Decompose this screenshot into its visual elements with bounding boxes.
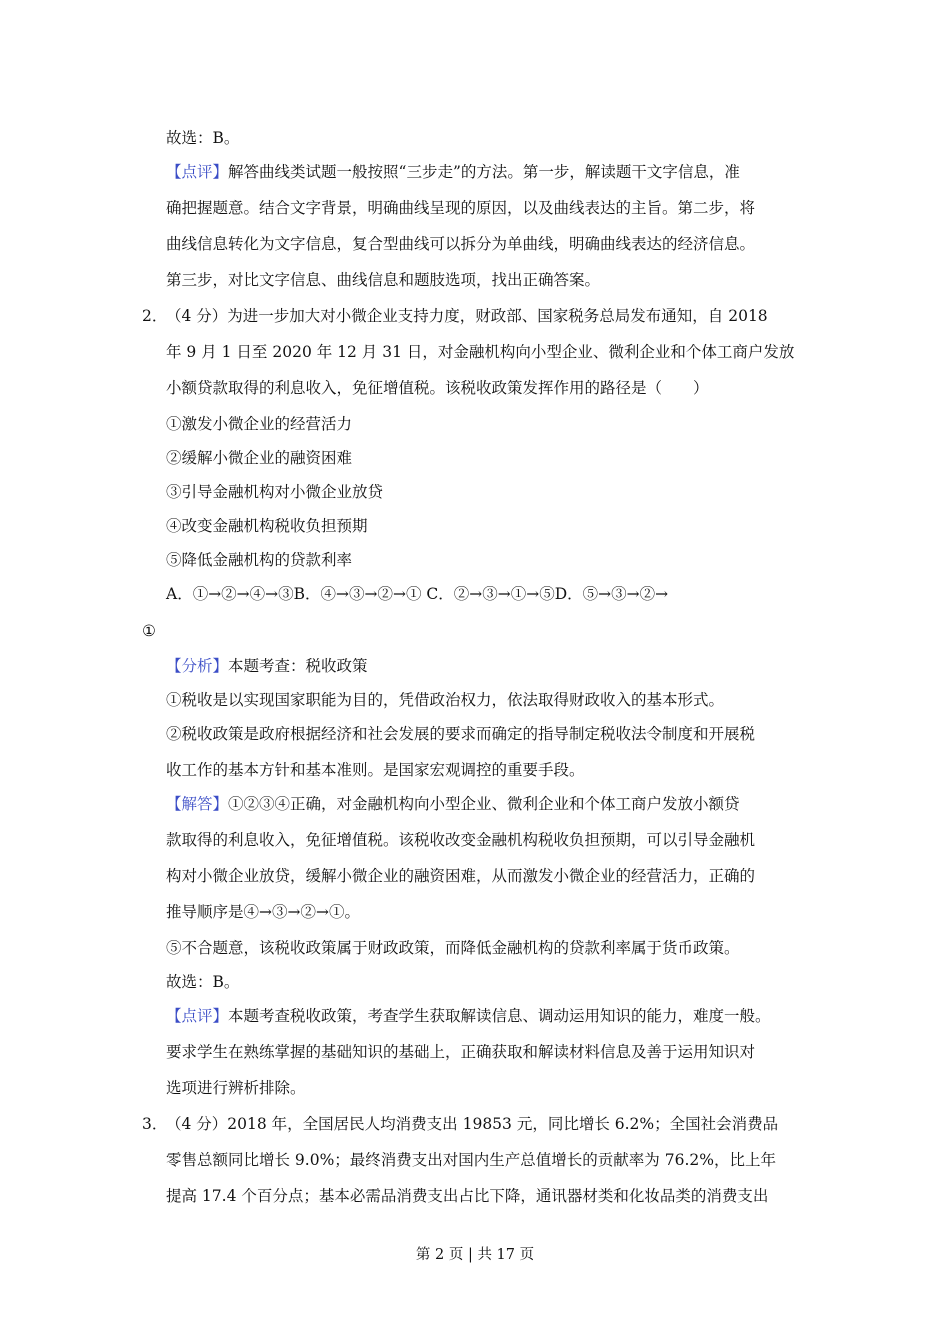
q2-number: 2． [142, 307, 168, 325]
q2-stem-line-3: 小额贷款取得的利息收入，免征增值税。该税收政策发挥作用的路径是（ ） [166, 379, 709, 397]
q2-item-3: ③引导金融机构对小微企业放贷 [166, 483, 384, 501]
q1-answer: 故选：B。 [166, 129, 240, 147]
q2-analysis-line-4: 收工作的基本方针和基本准则。是国家宏观调控的重要手段。 [166, 761, 585, 779]
q2-solution-line-1 [166, 793, 740, 815]
q2-analysis-line-1 [166, 655, 368, 677]
q2-solution-line-5: ⑤不合题意，该税收政策属于财政政策，而降低金融机构的贷款利率属于货币政策。 [166, 939, 740, 957]
q2-item-2: ②缓解小微企业的融资困难 [166, 449, 353, 467]
analysis-tag: 【分析】 [166, 657, 229, 675]
q2-analysis-line-2: ①税收是以实现国家职能为目的，凭借政治权力，依法取得财政收入的基本形式。 [166, 691, 725, 709]
q2-options-line-2: ① [142, 622, 156, 640]
solution-tag: 【解答】 [166, 795, 229, 813]
q2-item-4: ④改变金融机构税收负担预期 [166, 517, 368, 535]
q3-stem-line-2: 零售总额同比增长 9.0%；最终消费支出对国内生产总值增长的贡献率为 76.2%，比上年 [166, 1151, 776, 1169]
review-tag: 【点评】 [166, 1007, 229, 1025]
q1-review-line-3: 曲线信息转化为文字信息，复合型曲线可以拆分为单曲线，明确曲线表达的经济信息。 [166, 235, 756, 253]
analysis-text: 本题考查：税收政策 [228, 657, 368, 675]
q1-review-line-2: 确把握题意。结合文字背景，明确曲线呈现的原因，以及曲线表达的主旨。第二步，将 [166, 199, 756, 217]
q2-solution-line-4: 推导顺序是④→③→②→①。 [166, 903, 360, 921]
solution-text: ①②③④正确，对金融机构向小型企业、微利企业和个体工商户发放小额贷 [228, 795, 740, 813]
q2-solution-line-2: 款取得的利息收入，免征增值税。该税收改变金融机构税收负担预期，可以引导金融机 [166, 831, 756, 849]
q3-stem-line-1: （4 分）2018 年，全国居民人均消费支出 19853 元，同比增长 6.2%；全国社会消费品 [166, 1115, 779, 1133]
q2-review-line-2: 要求学生在熟练掌握的基础知识的基础上，正确获取和解读材料信息及善于运用知识对 [166, 1043, 756, 1061]
review-text: 本题考查税收政策，考查学生获取解读信息、调动运用知识的能力，难度一般。 [228, 1007, 771, 1025]
review-text: 解答曲线类试题一般按照“三步走”的方法。第一步，解读题干文字信息，准 [228, 163, 740, 181]
review-tag: 【点评】 [166, 163, 229, 181]
q1-review-line-1 [166, 161, 740, 183]
q2-stem-line-2: 年 9 月 1 日至 2020 年 12 月 31 日，对金融机构向小型企业、微利企业和个体工商户发放 [166, 343, 795, 361]
page-footer: 第 2 页 | 共 17 页 [415, 1247, 535, 1263]
q3-number: 3． [142, 1115, 168, 1133]
q2-answer: 故选：B。 [166, 973, 240, 991]
q2-item-5: ⑤降低金融机构的贷款利率 [166, 551, 353, 569]
q2-item-1: ①激发小微企业的经营活力 [166, 415, 353, 433]
q2-review-line-3: 选项进行辨析排除。 [166, 1079, 306, 1097]
q2-options-line-1: A．①→②→④→③B．④→③→②→① C．②→③→①→⑤D．⑤→③→②→ [166, 585, 669, 603]
q2-solution-line-3: 构对小微企业放贷，缓解小微企业的融资困难，从而激发小微企业的经营活力，正确的 [166, 867, 756, 885]
q1-review-line-4: 第三步，对比文字信息、曲线信息和题肢选项，找出正确答案。 [166, 271, 601, 289]
q2-analysis-line-3: ②税收政策是政府根据经济和社会发展的要求而确定的指导制定税收法令制度和开展税 [166, 725, 756, 743]
q3-stem-line-3: 提高 17.4 个百分点；基本必需品消费支出占比下降，通讯器材类和化妆品类的消费支出 [166, 1187, 769, 1205]
q2-review-line-1 [166, 1005, 771, 1027]
q2-stem-line-1: （4 分）为进一步加大对小微企业支持力度，财政部、国家税务总局发布通知，自 2018 [166, 307, 768, 325]
